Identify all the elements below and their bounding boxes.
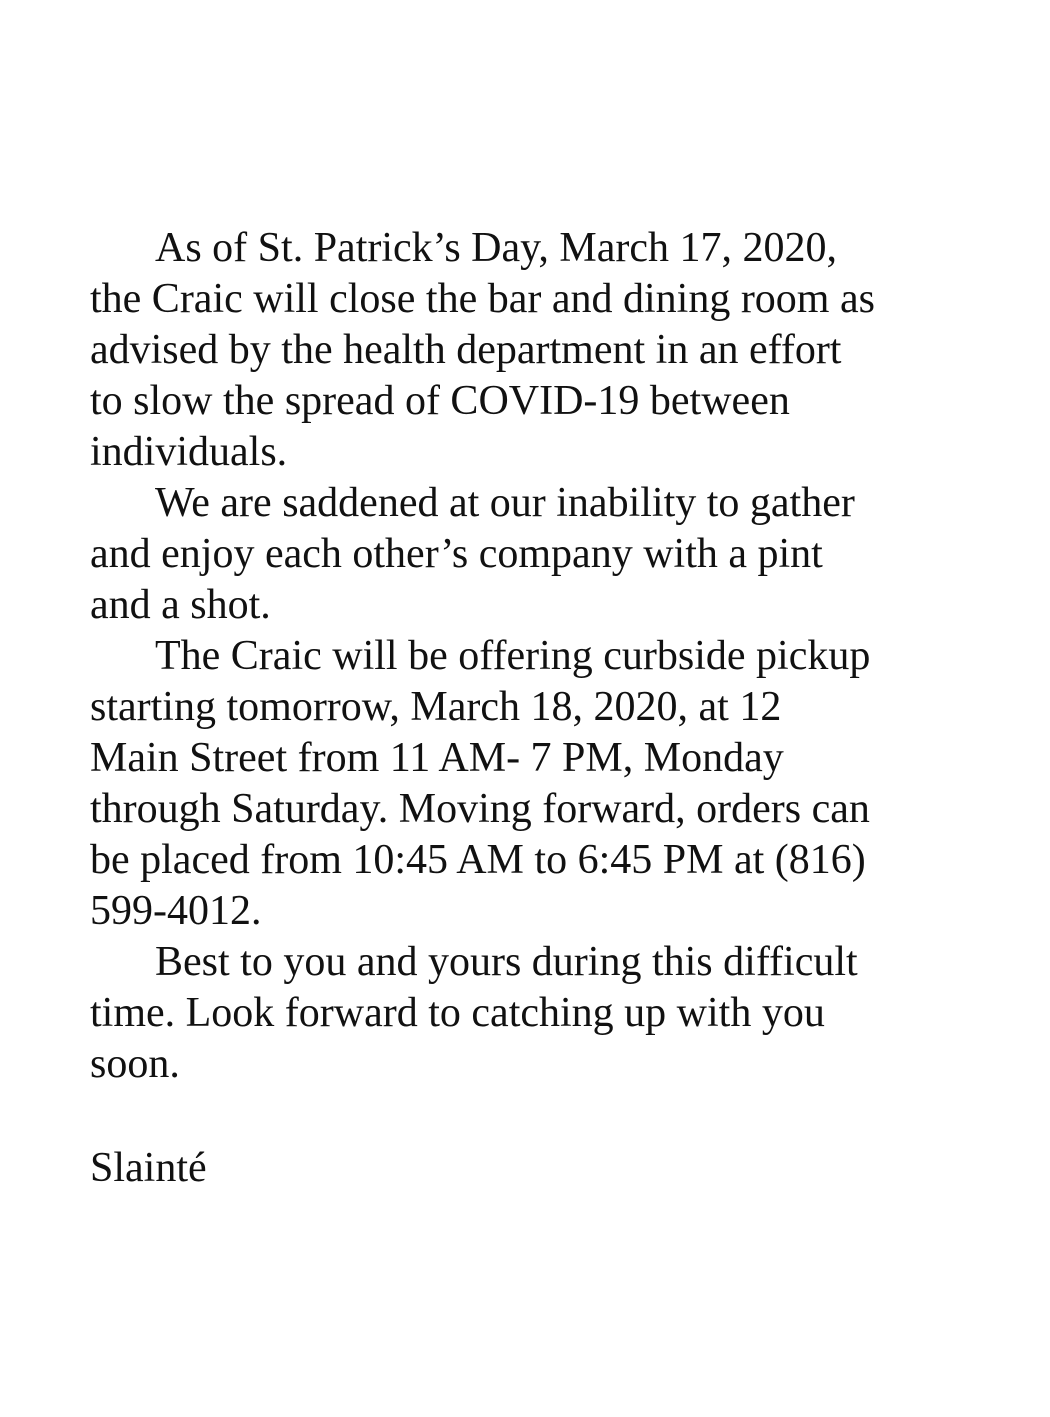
signoff: Slainté: [90, 1145, 207, 1191]
notice-body: [90, 223, 950, 1090]
sentiment-paragraph: We are saddened at our inability to gather and enjoy each other’s company with a pint and a shot.: [90, 480, 855, 628]
closure-paragraph: As of St. Patrick’s Day, March 17, 2020, the Craic will close the bar and dining room as advised by the health department in an effort to slow the spread of COVID-19 between individuals.: [90, 225, 875, 475]
curbside-paragraph: The Craic will be offering curbside pickup starting tomorrow, March 18, 2020, at 12 Main Street from 11 AM- 7 PM, Monday through Saturday. Moving forward, orders can be placed from 10:45 AM to 6:45 PM at (816) 599-4012.: [90, 633, 871, 934]
closing-paragraph: Best to you and yours during this difficult time. Look forward to catching up with you soon.: [90, 939, 858, 1087]
